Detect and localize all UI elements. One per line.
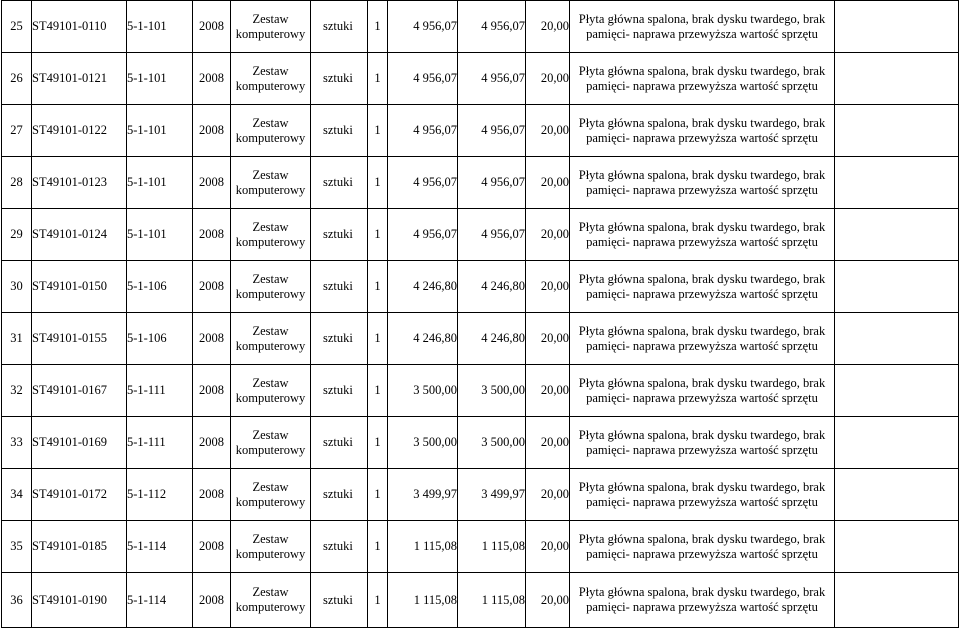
location-code: 5-1-101: [127, 209, 193, 261]
condition-description: [570, 469, 835, 521]
unit-price: 4 956,07: [388, 105, 458, 157]
description-line1: Płyta główna spalona, brak dysku twardego, brak: [578, 63, 826, 78]
condition-description: [570, 313, 835, 365]
acquisition-year: 2008: [193, 313, 231, 365]
row-number: 28: [2, 157, 32, 209]
condition-description: [570, 261, 835, 313]
acquisition-year: 2008: [193, 1, 231, 53]
quantity: 1: [368, 573, 388, 628]
item-name-line1: Zestaw: [252, 585, 289, 599]
unit: [311, 417, 368, 469]
acquisition-year: 2008: [193, 209, 231, 261]
unit-label: sztuki: [323, 539, 353, 553]
condition-description: [570, 1, 835, 53]
wear-percent: 20,00: [526, 313, 570, 365]
total-value: 4 956,07: [458, 209, 526, 261]
description-line2: pamięci- naprawa przewyższa wartość sprzętu: [586, 130, 818, 145]
description-line1: Płyta główna spalona, brak dysku twardego, brak: [578, 585, 826, 599]
item-name-line2: komputerowy: [235, 234, 306, 249]
unit: [311, 53, 368, 105]
row-number: 35: [2, 521, 32, 573]
quantity: 1: [368, 157, 388, 209]
description-line2: pamięci- naprawa przewyższa wartość sprzętu: [586, 26, 818, 41]
unit: [311, 365, 368, 417]
location-code: 5-1-111: [127, 417, 193, 469]
wear-percent: 20,00: [526, 417, 570, 469]
item-name-line1: Zestaw: [252, 271, 289, 286]
condition-description: [570, 365, 835, 417]
wear-percent: 20,00: [526, 573, 570, 628]
item-name-line1: Zestaw: [252, 219, 289, 234]
unit: [311, 521, 368, 573]
description-line1: Płyta główna spalona, brak dysku twardego, brak: [578, 271, 826, 286]
item-name: [231, 105, 311, 157]
row-number: 32: [2, 365, 32, 417]
inventory-number: ST49101-0124: [32, 209, 127, 261]
unit: [311, 261, 368, 313]
empty-cell: [835, 521, 959, 573]
table-row: [2, 105, 959, 157]
description-line2: pamięci- naprawa przewyższa wartość sprzętu: [586, 442, 818, 457]
location-code: 5-1-114: [127, 521, 193, 573]
unit-price: 4 956,07: [388, 209, 458, 261]
item-name-line2: komputerowy: [235, 130, 306, 145]
inventory-number: ST49101-0122: [32, 105, 127, 157]
table-row: [2, 261, 959, 313]
unit: [311, 469, 368, 521]
quantity: 1: [368, 417, 388, 469]
condition-description: [570, 105, 835, 157]
table-row: [2, 157, 959, 209]
inventory-number: ST49101-0110: [32, 1, 127, 53]
empty-cell: [835, 157, 959, 209]
table-row: [2, 521, 959, 573]
item-name-line2: komputerowy: [235, 286, 306, 301]
quantity: 1: [368, 469, 388, 521]
inventory-number: ST49101-0121: [32, 53, 127, 105]
total-value: 4 956,07: [458, 157, 526, 209]
table-row: [2, 313, 959, 365]
item-name-line1: Zestaw: [252, 375, 289, 390]
item-name-line2: komputerowy: [235, 494, 306, 509]
row-number: 31: [2, 313, 32, 365]
quantity: 1: [368, 261, 388, 313]
item-name: [231, 53, 311, 105]
location-code: 5-1-111: [127, 365, 193, 417]
item-name-line2: komputerowy: [235, 442, 306, 457]
total-value: 1 115,08: [458, 521, 526, 573]
description-line1: Płyta główna spalona, brak dysku twardego, brak: [578, 531, 826, 546]
item-name-line2: komputerowy: [235, 390, 306, 405]
total-value: 3 499,97: [458, 469, 526, 521]
unit-label: sztuki: [323, 487, 353, 501]
unit-price: 3 500,00: [388, 365, 458, 417]
total-value: 3 500,00: [458, 417, 526, 469]
unit-price: 4 956,07: [388, 53, 458, 105]
item-name-line2: komputerowy: [235, 182, 306, 197]
wear-percent: 20,00: [526, 209, 570, 261]
description-line2: pamięci- naprawa przewyższa wartość sprzętu: [586, 494, 818, 509]
wear-percent: 20,00: [526, 105, 570, 157]
empty-cell: [835, 1, 959, 53]
row-number: 29: [2, 209, 32, 261]
description-line2: pamięci- naprawa przewyższa wartość sprzętu: [586, 390, 818, 405]
description-line1: Płyta główna spalona, brak dysku twardego, brak: [578, 115, 826, 130]
description-line2: pamięci- naprawa przewyższa wartość sprzętu: [586, 182, 818, 197]
wear-percent: 20,00: [526, 53, 570, 105]
total-value: 4 246,80: [458, 313, 526, 365]
unit-label: sztuki: [323, 123, 353, 137]
item-name: [231, 365, 311, 417]
acquisition-year: 2008: [193, 417, 231, 469]
row-number: 25: [2, 1, 32, 53]
unit-price: 3 500,00: [388, 417, 458, 469]
quantity: 1: [368, 209, 388, 261]
unit-label: sztuki: [323, 227, 353, 241]
inventory-number: ST49101-0169: [32, 417, 127, 469]
unit-label: sztuki: [323, 19, 353, 33]
row-number: 27: [2, 105, 32, 157]
quantity: 1: [368, 105, 388, 157]
item-name: [231, 209, 311, 261]
total-value: 3 500,00: [458, 365, 526, 417]
empty-cell: [835, 573, 959, 628]
wear-percent: 20,00: [526, 521, 570, 573]
total-value: 4 956,07: [458, 105, 526, 157]
location-code: 5-1-106: [127, 313, 193, 365]
unit-label: sztuki: [323, 331, 353, 345]
location-code: 5-1-101: [127, 53, 193, 105]
item-name-line2: komputerowy: [235, 26, 306, 41]
description-line2: pamięci- naprawa przewyższa wartość sprzętu: [586, 78, 818, 93]
unit-price: 4 246,80: [388, 261, 458, 313]
description-line1: Płyta główna spalona, brak dysku twardego, brak: [578, 427, 826, 442]
unit-label: sztuki: [323, 71, 353, 85]
item-name-line1: Zestaw: [252, 323, 289, 338]
total-value: 4 956,07: [458, 53, 526, 105]
empty-cell: [835, 469, 959, 521]
total-value: 4 246,80: [458, 261, 526, 313]
item-name: [231, 313, 311, 365]
inventory-number: ST49101-0190: [32, 573, 127, 628]
quantity: 1: [368, 365, 388, 417]
unit-price: 3 499,97: [388, 469, 458, 521]
description-line1: Płyta główna spalona, brak dysku twardego, brak: [578, 167, 826, 182]
empty-cell: [835, 313, 959, 365]
description-line1: Płyta główna spalona, brak dysku twardego, brak: [578, 219, 826, 234]
description-line1: Płyta główna spalona, brak dysku twardego, brak: [578, 323, 826, 338]
item-name: [231, 521, 311, 573]
item-name: [231, 157, 311, 209]
acquisition-year: 2008: [193, 261, 231, 313]
table-row: [2, 417, 959, 469]
item-name-line1: Zestaw: [252, 479, 289, 494]
table-body: [2, 1, 959, 628]
quantity: 1: [368, 313, 388, 365]
inventory-number: ST49101-0172: [32, 469, 127, 521]
empty-cell: [835, 417, 959, 469]
empty-cell: [835, 105, 959, 157]
item-name-line1: Zestaw: [252, 167, 289, 182]
description-line1: Płyta główna spalona, brak dysku twardego, brak: [578, 479, 826, 494]
acquisition-year: 2008: [193, 521, 231, 573]
item-name-line1: Zestaw: [252, 115, 289, 130]
location-code: 5-1-106: [127, 261, 193, 313]
unit-price: 1 115,08: [388, 573, 458, 628]
item-name-line2: komputerowy: [235, 338, 306, 353]
description-line2: pamięci- naprawa przewyższa wartość sprzętu: [586, 286, 818, 301]
item-name-line1: Zestaw: [252, 427, 289, 442]
location-code: 5-1-114: [127, 573, 193, 628]
unit-label: sztuki: [323, 592, 353, 607]
acquisition-year: 2008: [193, 365, 231, 417]
item-name: [231, 417, 311, 469]
wear-percent: 20,00: [526, 469, 570, 521]
quantity: 1: [368, 521, 388, 573]
unit-label: sztuki: [323, 279, 353, 293]
location-code: 5-1-101: [127, 1, 193, 53]
unit: [311, 157, 368, 209]
acquisition-year: 2008: [193, 53, 231, 105]
condition-description: [570, 209, 835, 261]
inventory-number: ST49101-0150: [32, 261, 127, 313]
empty-cell: [835, 209, 959, 261]
row-number: 34: [2, 469, 32, 521]
wear-percent: 20,00: [526, 1, 570, 53]
item-name-line1: Zestaw: [252, 11, 289, 26]
inventory-number: ST49101-0185: [32, 521, 127, 573]
unit-price: 4 246,80: [388, 313, 458, 365]
unit: [311, 313, 368, 365]
acquisition-year: 2008: [193, 573, 231, 628]
row-number: 33: [2, 417, 32, 469]
item-name-line2: komputerowy: [235, 600, 306, 614]
item-name: [231, 1, 311, 53]
unit-price: 4 956,07: [388, 157, 458, 209]
location-code: 5-1-101: [127, 157, 193, 209]
description-line2: pamięci- naprawa przewyższa wartość sprzętu: [586, 338, 818, 353]
table-row: [2, 53, 959, 105]
table-row: [2, 365, 959, 417]
description-line2: pamięci- naprawa przewyższa wartość sprzętu: [586, 234, 818, 249]
total-value: 4 956,07: [458, 1, 526, 53]
item-name: [231, 261, 311, 313]
unit-label: sztuki: [323, 383, 353, 397]
location-code: 5-1-101: [127, 105, 193, 157]
description-line2: pamięci- naprawa przewyższa wartość sprzętu: [586, 600, 818, 614]
quantity: 1: [368, 53, 388, 105]
location-code: 5-1-112: [127, 469, 193, 521]
inventory-table: [1, 0, 959, 628]
item-name: [231, 573, 311, 628]
unit: [311, 1, 368, 53]
table-row: [2, 573, 959, 628]
total-value: 1 115,08: [458, 573, 526, 628]
condition-description: [570, 573, 835, 628]
description-line2: pamięci- naprawa przewyższa wartość sprzętu: [586, 546, 818, 561]
acquisition-year: 2008: [193, 157, 231, 209]
unit-price: 1 115,08: [388, 521, 458, 573]
table-row: [2, 469, 959, 521]
inventory-number: ST49101-0155: [32, 313, 127, 365]
condition-description: [570, 157, 835, 209]
unit-label: sztuki: [323, 435, 353, 449]
item-name: [231, 469, 311, 521]
item-name-line2: komputerowy: [235, 546, 306, 561]
table-row: [2, 209, 959, 261]
acquisition-year: 2008: [193, 105, 231, 157]
quantity: 1: [368, 1, 388, 53]
unit: [311, 105, 368, 157]
condition-description: [570, 417, 835, 469]
wear-percent: 20,00: [526, 365, 570, 417]
item-name-line1: Zestaw: [252, 531, 289, 546]
row-number: 30: [2, 261, 32, 313]
condition-description: [570, 53, 835, 105]
condition-description: [570, 521, 835, 573]
row-number: 36: [2, 573, 32, 628]
empty-cell: [835, 365, 959, 417]
description-line1: Płyta główna spalona, brak dysku twardego, brak: [578, 11, 826, 26]
description-line1: Płyta główna spalona, brak dysku twardego, brak: [578, 375, 826, 390]
inventory-number: ST49101-0167: [32, 365, 127, 417]
table-row: [2, 1, 959, 53]
acquisition-year: 2008: [193, 469, 231, 521]
inventory-number: ST49101-0123: [32, 157, 127, 209]
empty-cell: [835, 53, 959, 105]
item-name-line2: komputerowy: [235, 78, 306, 93]
item-name-line1: Zestaw: [252, 63, 289, 78]
empty-cell: [835, 261, 959, 313]
unit-price: 4 956,07: [388, 1, 458, 53]
unit-label: sztuki: [323, 175, 353, 189]
row-number: 26: [2, 53, 32, 105]
unit: [311, 573, 368, 628]
unit: [311, 209, 368, 261]
wear-percent: 20,00: [526, 261, 570, 313]
wear-percent: 20,00: [526, 157, 570, 209]
